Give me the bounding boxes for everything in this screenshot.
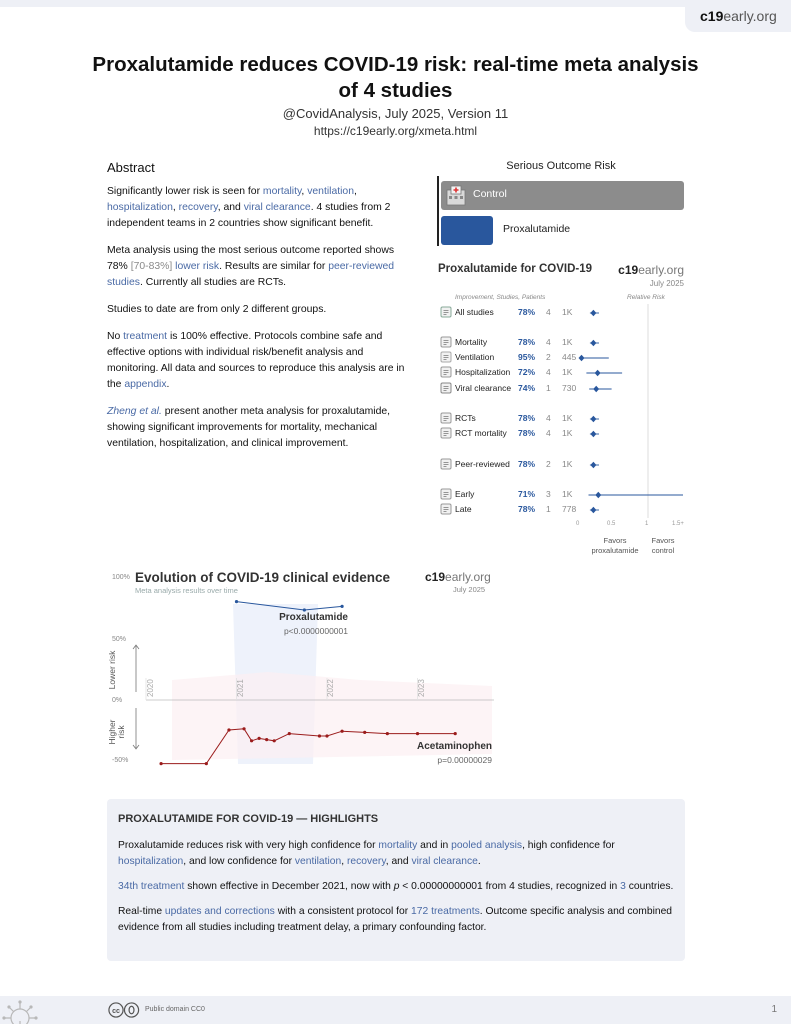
abstract-p2: Meta analysis using the most serious outcome reported shows 78% [70‑83%] lower risk. Results are similar for peer-reviewed studies. Currently all studies are RCTs. [107, 245, 395, 288]
treatment-label: Proxalutamide [503, 223, 571, 235]
data-point [265, 738, 268, 741]
studies-count: 1 [546, 383, 551, 393]
evolution-title: Evolution of COVID-19 clinical evidence [135, 570, 391, 585]
byline: @CovidAnalysis, July 2025, Version 11 [282, 106, 509, 121]
tick-label: 0.5 [607, 521, 616, 527]
hospital-icon [440, 366, 452, 378]
data-point [205, 762, 208, 765]
tombstone-icon [440, 336, 452, 348]
lower-risk-label: Lower risk [107, 650, 117, 690]
evolution-logo: c19early.org [425, 570, 491, 584]
patients-count: 1K [562, 367, 573, 377]
tick-label: 1.5+ [672, 521, 684, 527]
highlights-p2: 34th treatment shown effective in December 2021, now with p < 0.00000000001 from 4 studies, recognized in 3 countries. [118, 881, 674, 892]
patients-count: 730 [562, 383, 577, 393]
late-icon [440, 503, 452, 515]
improvement-value: 78% [518, 307, 536, 317]
license-text: Public domain CC0 [145, 1006, 205, 1013]
virus-icon [0, 994, 46, 1024]
patients-count: 445 [562, 352, 577, 362]
risk-axis [437, 176, 439, 246]
risk-chart-title: Serious Outcome Risk [506, 160, 616, 172]
treatments-link[interactable]: 172 treatments [411, 906, 480, 917]
patients-count: 778 [562, 504, 577, 514]
studies-count: 4 [546, 413, 551, 423]
year-label: 2022 [326, 679, 335, 697]
outcome-label: All studies [455, 307, 494, 317]
highlights-p1: Proxalutamide reduces risk with very high confidence for mortality and in pooled analysis, high confidence for hospitalization, and low confidence for ventilation, recovery, and viral clearance. [118, 840, 615, 867]
abstract-section [107, 160, 409, 463]
svg-text:cc: cc [112, 1007, 120, 1015]
forest-title: Proxalutamide for COVID-19 [438, 263, 593, 275]
patients-count: 1K [562, 413, 573, 423]
ventilation-link[interactable]: ventilation [307, 186, 354, 197]
studies-count: 1 [546, 504, 551, 514]
highlights-box [107, 799, 685, 961]
page-number: 1 [771, 1004, 777, 1015]
outcome-label: Late [455, 504, 472, 514]
highlights-heading: PROXALUTAMIDE FOR COVID-19 — HIGHLIGHTS [118, 813, 379, 825]
recovery-link[interactable]: recovery [178, 202, 218, 213]
abstract-p4: No treatment is 100% effective. Protocols combine safe and effective options with individual risk/benefit analysis and monitoring. All data and sources to reproduce this analysis are in the appendix. [107, 331, 405, 390]
data-point [258, 737, 261, 740]
tick-label: 1 [645, 521, 649, 527]
studies-count: 3 [546, 489, 551, 499]
viral-clearance-link[interactable]: viral clearance [411, 856, 478, 867]
forest-row [436, 458, 688, 472]
ventilation-link[interactable]: ventilation [294, 856, 342, 867]
y-tick-label: 0% [112, 697, 123, 704]
data-point [386, 732, 389, 735]
evolution-date: July 2025 [453, 585, 486, 594]
forest-row [436, 503, 688, 517]
data-point [273, 739, 276, 742]
rct-tombstone-icon [440, 427, 452, 439]
data-point [416, 732, 419, 735]
patients-count: 1K [562, 337, 573, 347]
improvement-value: 78% [518, 459, 536, 469]
studies-count: 4 [546, 428, 551, 438]
data-point [227, 728, 230, 731]
year-label: 2023 [417, 679, 426, 697]
improvement-value: 78% [518, 428, 536, 438]
improvement-value: 78% [518, 337, 536, 347]
hospital-icon [445, 184, 467, 206]
virus-icon [440, 382, 452, 394]
treatment-rank-link[interactable]: 34th treatment [118, 881, 185, 892]
improvement-value: 95% [518, 352, 536, 362]
author-handle-link[interactable]: @CovidAnalysis [282, 106, 378, 121]
peer-reviewed-link[interactable]: peer-reviewed studies [107, 261, 395, 288]
mortality-link[interactable]: mortality [378, 840, 418, 851]
confidence-interval: [70‑83%] [130, 261, 173, 272]
site-logo[interactable]: c19early.org [685, 0, 791, 32]
ventilator-icon [440, 351, 452, 363]
forest-row [436, 412, 688, 426]
evolution-chart-svg [100, 568, 500, 768]
countries-link[interactable]: 3 [620, 881, 626, 892]
page-url[interactable]: https://c19early.org/xmeta.html [313, 124, 478, 138]
patients-count: 1K [562, 428, 573, 438]
peer-review-icon [440, 458, 452, 470]
page-title: Proxalutamide reduces COVID-19 risk: real-time meta analysis of 4 studies [92, 53, 699, 102]
improvement-value: 74% [518, 383, 536, 393]
improvement-value: 71% [518, 489, 536, 499]
data-point [318, 734, 321, 737]
y-tick-label: -50% [112, 757, 129, 764]
forest-logo: c19early.org [618, 263, 684, 277]
risk-chart [437, 176, 687, 246]
outcome-label: Hospitalization [455, 367, 511, 377]
treatment-bar [441, 216, 493, 245]
forest-row [436, 427, 688, 441]
data-point [325, 734, 328, 737]
higher-risk-label: Higher risk [107, 719, 126, 745]
forest-column-header: Improvement, Studies, Patients [455, 294, 546, 301]
viral-clearance-link[interactable]: viral clearance [243, 202, 311, 213]
forest-row [436, 336, 688, 350]
studies-count: 2 [546, 352, 551, 362]
data-point [454, 732, 457, 735]
highlights-p3: Real-time updates and corrections with a consistent protocol for 172 treatments. Outcome specific analysis and combined evidence from all studies including treatment delay, a primary confounding factor. [118, 906, 673, 933]
abstract-p1: Significantly lower risk is seen for mortality, ventilation, hospitalization, recovery, and viral clearance. 4 studies from 2 independent teams in 2 countries show significant benefit. [107, 186, 391, 229]
relative-risk-header: Relative Risk [627, 294, 665, 301]
forest-row [436, 306, 688, 320]
evolution-subtitle: Meta analysis results over time [135, 586, 238, 595]
improvement-value: 78% [518, 504, 536, 514]
favors-control-label: Favors control [651, 536, 675, 555]
data-point [340, 730, 343, 733]
forest-row [436, 488, 688, 502]
hospitalization-link[interactable]: hospitalization [107, 202, 173, 213]
appendix-link[interactable]: appendix [124, 379, 167, 390]
hospitalization-link[interactable]: hospitalization [118, 856, 184, 867]
data-point [242, 727, 245, 730]
outcome-label: RCTs [455, 413, 476, 423]
footer [0, 996, 791, 1024]
updates-link[interactable]: updates and corrections [164, 906, 275, 917]
abstract-heading: Abstract [107, 160, 155, 175]
mortality-link[interactable]: mortality [262, 186, 302, 197]
y-tick-label: 50% [112, 636, 127, 643]
y-tick-label: 100% [112, 574, 130, 581]
outcome-label: Ventilation [455, 352, 495, 362]
studies-count: 2 [546, 459, 551, 469]
evolution-chart [100, 568, 500, 768]
data-point [288, 732, 291, 735]
year-label: 2020 [146, 679, 155, 697]
studies-count: 4 [546, 337, 551, 347]
abstract-p3: Studies to date are from only 2 different groups. [107, 304, 327, 315]
improvement-value: 72% [518, 367, 536, 377]
clipboard-icon [440, 306, 452, 318]
forest-row [436, 351, 688, 365]
outcome-label: Viral clearance [455, 383, 512, 393]
proxalutamide-annotation: Proxalutamide p<0.0000000001 [279, 612, 348, 636]
patients-count: 1K [562, 459, 573, 469]
lower-risk-arrow [133, 645, 139, 692]
pooled-analysis-link[interactable]: pooled analysis [451, 840, 523, 851]
studies-count: 4 [546, 307, 551, 317]
outcome-label: Peer-reviewed [455, 459, 510, 469]
forest-date: July 2025 [649, 279, 684, 288]
forest-plot [436, 260, 688, 560]
outcome-label: Early [455, 489, 475, 499]
abstract-p5: Zheng et al. present another meta analysis for proxalutamide, showing significant improvements for mortality, mechanical ventilation, hospitalization, and clinical improvement. [107, 406, 391, 449]
control-label: Control [473, 188, 507, 200]
recovery-link[interactable]: recovery [347, 856, 386, 867]
forest-row [436, 366, 688, 380]
data-point [159, 762, 162, 765]
cc0-license-icon[interactable] [107, 1002, 141, 1018]
favors-treatment-label: Favors proxalutamide [591, 536, 639, 555]
early-icon [440, 488, 452, 500]
patients-count: 1K [562, 307, 573, 317]
data-point [235, 600, 238, 603]
data-point [363, 731, 366, 734]
lower-risk-link[interactable]: lower risk [175, 261, 220, 272]
data-point [340, 605, 343, 608]
studies-count: 4 [546, 367, 551, 377]
tick-label: 0 [576, 521, 580, 527]
dice-icon [440, 412, 452, 424]
zheng-link[interactable]: Zheng et al. [107, 406, 162, 417]
improvement-value: 78% [518, 413, 536, 423]
treatment-link[interactable]: treatment [123, 331, 168, 342]
top-bar [0, 0, 791, 7]
patients-count: 1K [562, 489, 573, 499]
acetaminophen-annotation: Acetaminophen p=0.00000029 [416, 741, 492, 765]
year-label: 2021 [236, 679, 245, 697]
data-point [250, 739, 253, 742]
outcome-label: RCT mortality [455, 428, 507, 438]
outcome-label: Mortality [455, 337, 488, 347]
forest-row [436, 382, 688, 396]
higher-risk-arrow [133, 708, 139, 749]
